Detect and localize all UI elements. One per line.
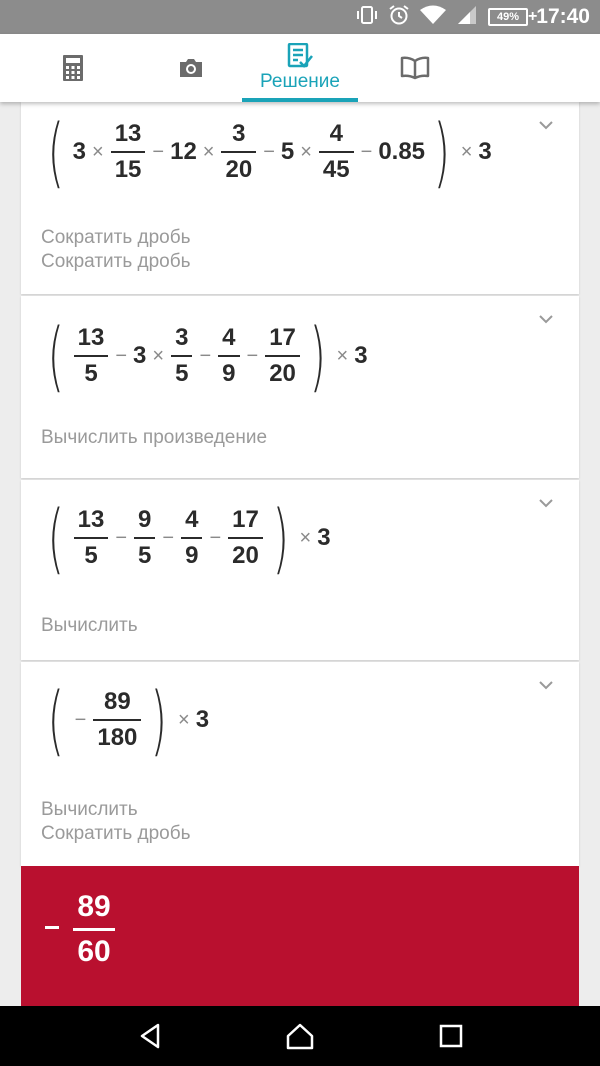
recents-icon[interactable]	[436, 1021, 466, 1051]
fraction: $\frac{89}{180}$	[93, 687, 141, 753]
tab-book[interactable]	[382, 34, 448, 102]
fraction: $\frac{3}{20}$	[221, 119, 256, 185]
step-action: Сократить дробь	[41, 227, 191, 248]
tab-solution[interactable]	[242, 34, 358, 102]
clock: 17:40	[536, 5, 590, 28]
tab-bar	[0, 34, 600, 102]
status-bar	[0, 0, 600, 34]
fraction: $\frac{17}{20}$	[228, 505, 263, 571]
fraction: $\frac{13}{5}$	[74, 505, 109, 571]
answer-fraction: 89 60	[73, 888, 115, 971]
step-action: Сократить дробь	[41, 823, 191, 844]
minus-sign	[45, 926, 59, 929]
fraction: $\frac{4}{9}$	[181, 505, 202, 571]
vibrate-icon	[356, 5, 378, 30]
fraction: $\frac{4}{45}$	[319, 119, 354, 185]
step-action: Вычислить	[41, 615, 138, 636]
step-action: Сократить дробь	[41, 251, 191, 272]
fraction: $\frac{13}{15}$	[111, 119, 146, 185]
step-2-expression: ( $\frac{13}{5}$ − 3 × $\frac{3}{5}$ − $\frac{4}{9}$ − $\frac{17}{20}$ ) × 3	[47, 311, 368, 400]
final-answer	[21, 866, 579, 1006]
fraction: $\frac{3}{5}$	[171, 323, 192, 389]
book-icon	[400, 56, 430, 80]
fraction: $\frac{17}{20}$	[265, 323, 300, 389]
step-1-expression: ( 3 × $\frac{13}{15}$ − 12 × $\frac{3}{20}$ − 5 × $\frac{4}{45}$ − 0.85 ) × 3	[47, 107, 492, 196]
chevron-down-icon[interactable]	[537, 310, 555, 328]
step-card-2[interactable]	[21, 296, 579, 478]
step-3-expression: ( $\frac{13}{5}$ − $\frac{9}{5}$ − $\frac{4}{9}$ − $\frac{17}{20}$ ) × 3	[47, 493, 331, 582]
battery-charging-icon: 49% +	[488, 8, 528, 26]
alarm-icon	[388, 4, 410, 31]
home-icon[interactable]	[285, 1021, 315, 1051]
active-tab-indicator	[242, 98, 358, 102]
chevron-down-icon[interactable]	[537, 676, 555, 694]
camera-icon	[178, 57, 204, 79]
chevron-down-icon[interactable]	[537, 116, 555, 134]
step-card-4[interactable]	[21, 662, 579, 866]
battery-level: 49%	[496, 11, 520, 23]
tab-solution-label: Решение	[260, 71, 340, 92]
fraction: $\frac{4}{9}$	[218, 323, 239, 389]
tab-camera[interactable]	[158, 34, 224, 102]
signal-icon	[456, 5, 478, 30]
back-icon[interactable]	[136, 1021, 166, 1051]
tab-calculator[interactable]	[40, 34, 106, 102]
fraction: $\frac{9}{5}$	[134, 505, 155, 571]
step-4-expression: ( − $\frac{89}{180}$ ) × 3	[47, 675, 210, 764]
step-card-1[interactable]	[21, 102, 579, 294]
fraction: $\frac{13}{5}$	[74, 323, 109, 389]
step-card-3[interactable]	[21, 480, 579, 660]
navigation-bar	[0, 1006, 600, 1066]
solution-icon	[287, 43, 313, 69]
step-action: Вычислить произведение	[41, 427, 268, 448]
wifi-icon	[420, 5, 446, 30]
calculator-icon	[63, 55, 83, 81]
chevron-down-icon[interactable]	[537, 494, 555, 512]
step-action: Вычислить	[41, 799, 138, 820]
